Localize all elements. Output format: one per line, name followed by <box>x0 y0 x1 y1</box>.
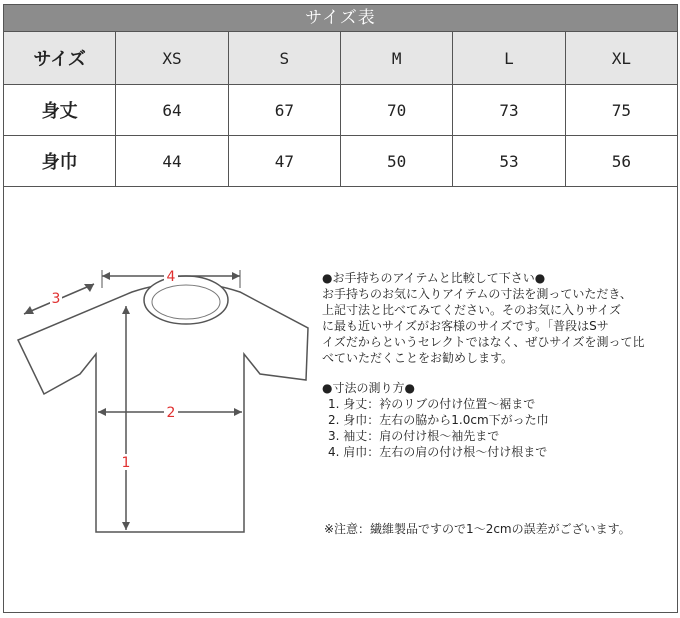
measure-label-4: 4 <box>166 269 176 285</box>
notes-para-line-5: べていただくことをお勧めします。 <box>322 351 514 365</box>
length-m: 70 <box>340 85 452 136</box>
header-m: M <box>340 32 452 85</box>
notes-heading-compare: ●お手持ちのアイテムと比較して下さい● <box>322 271 546 285</box>
notes-item-3: 3. 袖丈：肩の付け根～袖先まで <box>328 429 500 443</box>
measure-label-1: 1 <box>121 455 131 471</box>
notes-item-2: 2. 身巾：左右の脇から1.0cm下がった巾 <box>328 413 549 427</box>
length-l: 73 <box>453 85 565 136</box>
width-m: 50 <box>340 136 452 187</box>
length-xl: 75 <box>565 85 677 136</box>
length-s: 67 <box>228 85 340 136</box>
notes-para-line-4: イズだからというセレクトではなく、ぜひサイズを測って比 <box>322 335 645 349</box>
table-row <box>4 85 678 136</box>
header-s: S <box>228 32 340 85</box>
notes-para-line-1: お手持ちのお気に入りアイテムの寸法を測っていただき、 <box>322 287 632 301</box>
notes-item-1: 1. 身丈：衿のリブの付け位置～裾まで <box>328 397 536 411</box>
width-s: 47 <box>228 136 340 187</box>
notes-para-line-2: 上記寸法と比べてみてください。そのお気に入りサイズ <box>322 303 622 317</box>
header-l: L <box>453 32 565 85</box>
table-header-row <box>4 32 678 85</box>
width-l: 53 <box>453 136 565 187</box>
size-table <box>3 31 678 187</box>
tshirt-diagram <box>14 262 314 534</box>
length-xs: 64 <box>116 85 228 136</box>
row-label-length: 身丈 <box>4 85 116 136</box>
measurement-notes <box>322 270 672 460</box>
header-xl: XL <box>565 32 677 85</box>
header-xs: XS <box>116 32 228 85</box>
notes-item-4: 4. 肩巾：左右の肩の付け根～付け根まで <box>328 445 548 459</box>
notes-para-line-3: に最も近いサイズがお客様のサイズです。「普段はSサ <box>322 319 609 333</box>
caution-note: ※注意：繊維製品ですので1～2cmの誤差がございます。 <box>324 522 631 536</box>
size-chart-title: サイズ表 <box>3 4 678 31</box>
width-xs: 44 <box>116 136 228 187</box>
table-row <box>4 136 678 187</box>
width-xl: 56 <box>565 136 677 187</box>
measure-label-2: 2 <box>166 405 176 421</box>
measure-label-3: 3 <box>51 291 61 307</box>
notes-heading-howto: ●寸法の測り方● <box>322 381 415 395</box>
header-size-label: サイズ <box>4 32 116 85</box>
row-label-width: 身巾 <box>4 136 116 187</box>
